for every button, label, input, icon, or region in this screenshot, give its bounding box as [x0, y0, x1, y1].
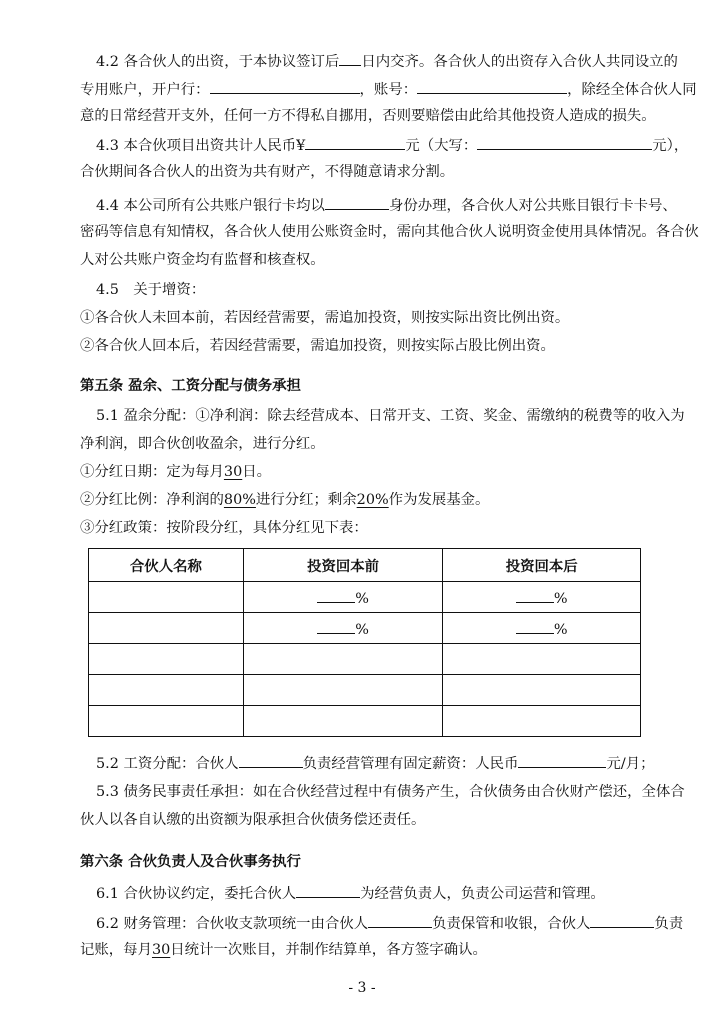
after-payback-cell[interactable] — [443, 644, 641, 675]
bank-name-field[interactable] — [210, 78, 360, 94]
table-row — [89, 644, 641, 675]
text: 5.2 工资分配：合伙人 — [96, 756, 239, 772]
text: 专用账户，开户行： — [80, 82, 210, 98]
dividend-table — [88, 548, 641, 737]
text: 日统计一次账目，并制作结算单，各方签字确认。 — [170, 942, 487, 958]
dividend-ratio: 80% — [223, 492, 256, 508]
text: 元（大写： — [405, 138, 478, 154]
header-after-payback: 投资回本后 — [443, 549, 641, 582]
partner-name-cell[interactable] — [89, 706, 244, 737]
clause-4-4-line2: 密码等信息有知情权，各合伙人使用公账资金时，需向其他合伙人说明资金使用具体情况。各合伙 — [80, 224, 699, 240]
text: 作为发展基金。 — [388, 492, 490, 508]
text: 日内交齐。各合伙人的出资存入合伙人共同设立的 — [361, 54, 678, 70]
clause-5-2 — [96, 752, 655, 774]
percent-sign: % — [355, 622, 369, 638]
text: 记账，每月 — [80, 942, 152, 958]
text: 为经营负责人，负责公司运营和管理。 — [360, 886, 605, 902]
table-row — [89, 706, 641, 737]
text: 元/月； — [606, 756, 655, 772]
clause-4-3-line2: 合伙期间各合伙人的出资为共有财产，不得随意请求分割。 — [80, 164, 455, 180]
clause-4-3-line1 — [96, 134, 688, 156]
clause-4-5-item1: ①各合伙人未回本前，若因经营需要，需追加投资，则按实际出资比例出资。 — [80, 310, 570, 326]
clause-5-3-line2: 伙人以各自认缴的出资额为限承担合伙债务偿还责任。 — [80, 812, 426, 828]
clause-5-1-item3: ③分红政策：按阶段分红，具体分红见下表： — [80, 520, 368, 536]
page-number: - 3 - — [348, 980, 376, 996]
blank-field[interactable] — [317, 587, 355, 603]
clause-5-1-item1 — [80, 462, 271, 482]
blank-field[interactable] — [516, 587, 554, 603]
settlement-day: 30 — [151, 942, 171, 958]
blank-field[interactable] — [339, 50, 361, 66]
clause-4-2-line2 — [80, 78, 697, 100]
text: ，除经全体合伙人同 — [567, 82, 697, 98]
article-6-heading: 第六条 合伙负责人及合伙事务执行 — [80, 854, 301, 870]
blank-field[interactable] — [317, 618, 355, 634]
text: 负责经营管理有固定薪资：人民币 — [302, 756, 519, 772]
clause-4-4-line3: 人对公共账户资金均有监督和核查权。 — [80, 252, 325, 268]
partner-name-cell[interactable] — [89, 675, 244, 706]
partner-name-cell[interactable] — [89, 582, 244, 613]
percent-sign: % — [553, 622, 568, 638]
before-payback-cell[interactable] — [243, 706, 443, 737]
header-partner-name: 合伙人名称 — [89, 549, 244, 582]
clause-5-1-item2 — [80, 490, 489, 510]
percent-sign: % — [553, 591, 568, 607]
after-payback-cell[interactable] — [443, 613, 641, 644]
text: ②分红比例：净利润的 — [80, 492, 224, 508]
after-payback-cell[interactable] — [443, 675, 641, 706]
amount-words-field[interactable] — [477, 134, 652, 150]
article-5-heading: 第五条 盈余、工资分配与债务承担 — [80, 378, 301, 394]
partner-name-cell[interactable] — [89, 613, 244, 644]
clause-4-2-line1 — [96, 50, 678, 72]
fund-ratio: 20% — [356, 492, 389, 508]
clause-5-1-line2: 净利润，即合伙创收盈余，进行分红。 — [80, 436, 325, 452]
bookkeeper-field[interactable] — [590, 912, 654, 928]
header-before-payback: 投资回本前 — [243, 549, 443, 582]
text: ①分红日期：定为每月 — [80, 464, 224, 480]
clause-5-1-line1: 5.1 盈余分配：①净利润：除去经营成本、日常开支、工资、奖金、需缴纳的税费等的收入为 — [96, 408, 685, 424]
text: 身份办理，各合伙人对公共账目银行卡卡号、 — [388, 198, 677, 214]
text: 负责保管和收银，合伙人 — [432, 916, 591, 932]
text: 6.1 合伙协议约定，委托合伙人 — [96, 886, 297, 902]
text: 日。 — [242, 464, 272, 480]
before-payback-cell[interactable] — [243, 675, 443, 706]
holder-field[interactable] — [325, 194, 389, 210]
before-payback-cell[interactable] — [243, 644, 443, 675]
account-number-field[interactable] — [417, 78, 567, 94]
table-row — [89, 613, 641, 644]
clause-4-2-line3: 意的日常经营开支外，任何一方不得私自挪用，否则要赔偿由此给其他投资人造成的损失。 — [80, 108, 656, 124]
table-row — [89, 675, 641, 706]
manager-field[interactable] — [239, 752, 303, 768]
clause-5-3-line1: 5.3 债务民事责任承担：如在合伙经营过程中有债务产生，合伙债务由合伙财产偿还，全体合 — [96, 784, 685, 800]
clause-6-2-line2 — [80, 940, 487, 960]
clause-6-1 — [96, 882, 605, 904]
after-payback-cell[interactable] — [443, 582, 641, 613]
clause-4-5-item2: ②各合伙人回本后，若因经营需要，需追加投资，则按实际占股比例出资。 — [80, 338, 555, 354]
after-payback-cell[interactable] — [443, 706, 641, 737]
clause-6-2-line1 — [96, 912, 683, 934]
text: 6.2 财务管理：合伙收支款项统一由合伙人 — [96, 916, 369, 932]
text: ，账号： — [359, 82, 418, 98]
amount-field[interactable] — [305, 134, 405, 150]
percent-sign: % — [355, 591, 369, 607]
manager-field[interactable] — [296, 882, 360, 898]
table-row — [89, 582, 641, 613]
cashier-field[interactable] — [368, 912, 432, 928]
salary-field[interactable] — [518, 752, 606, 768]
clause-4-5: 4.5 关于增资： — [96, 282, 206, 298]
text: 4.4 本公司所有公共账户银行卡均以 — [96, 198, 325, 214]
before-payback-cell[interactable] — [243, 582, 443, 613]
blank-field[interactable] — [516, 618, 554, 634]
text: 进行分红；剩余 — [255, 492, 357, 508]
partner-name-cell[interactable] — [89, 644, 244, 675]
text: 元）， — [652, 138, 689, 154]
before-payback-cell[interactable] — [243, 613, 443, 644]
text: 负责 — [654, 916, 684, 932]
text: 4.3 本合伙项目出资共计人民币¥ — [96, 138, 306, 154]
clause-4-4-line1 — [96, 194, 677, 216]
dividend-day: 30 — [223, 464, 243, 480]
table-header-row — [89, 549, 641, 582]
text: 4.2 各合伙人的出资，于本协议签订后 — [96, 54, 340, 70]
